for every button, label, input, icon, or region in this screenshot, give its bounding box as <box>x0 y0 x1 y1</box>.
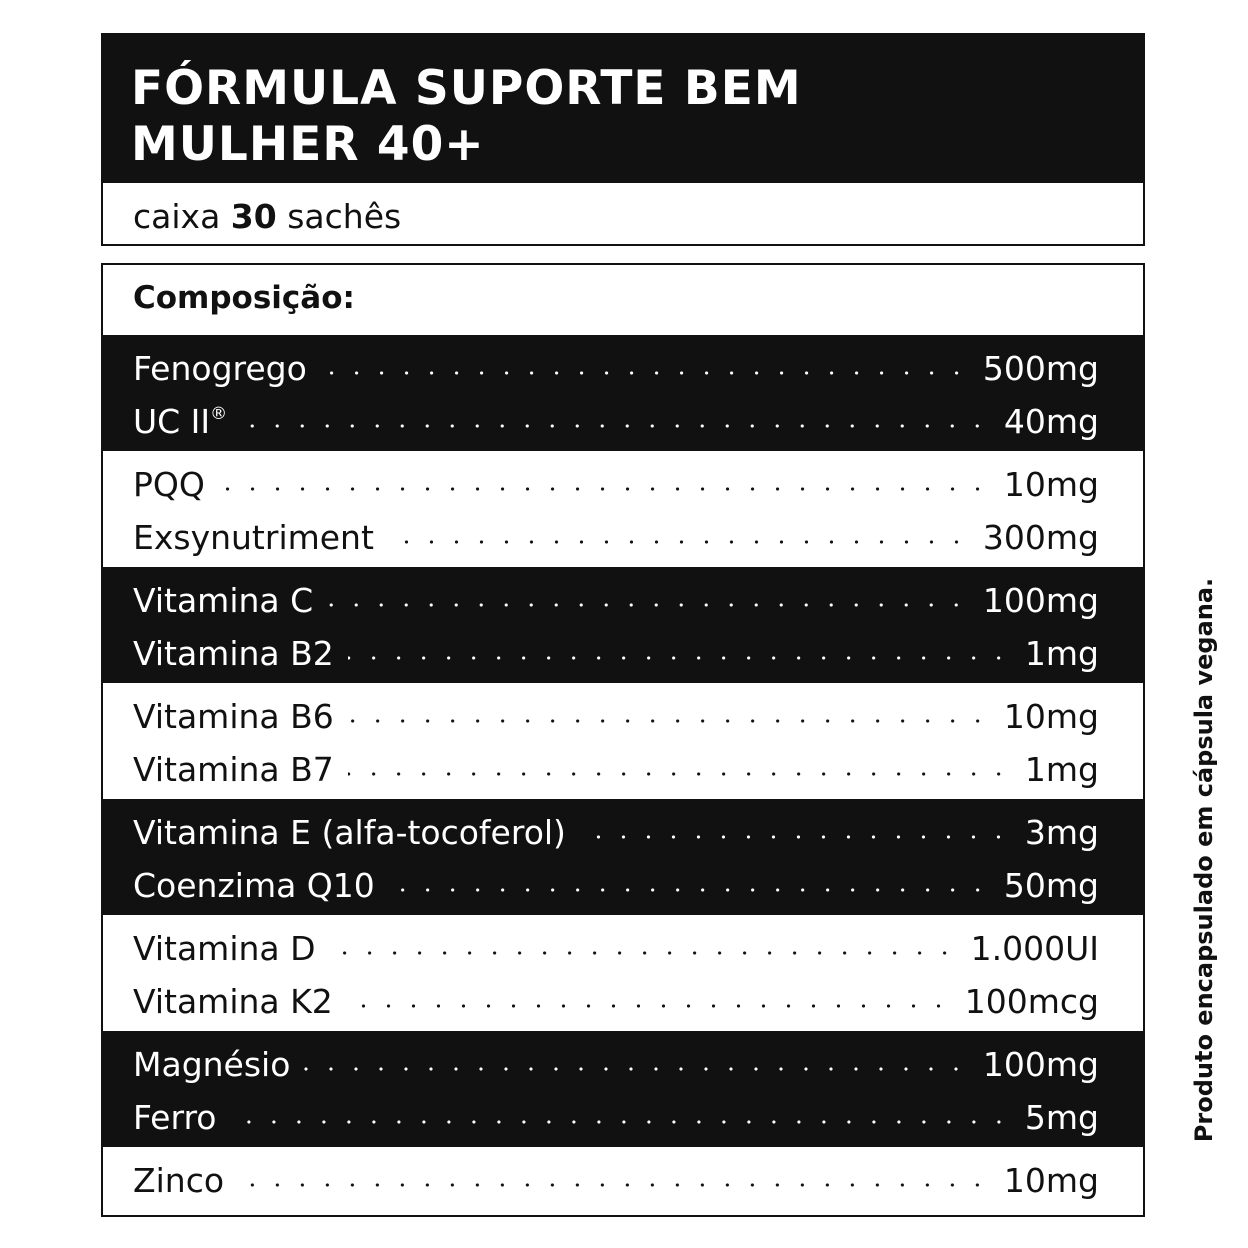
composition-group <box>103 1147 1143 1215</box>
ingredient-row <box>133 696 1099 736</box>
vegan-capsule-note: Produto encapsulado em cápsula vegana. <box>1190 577 1218 1143</box>
dot-leader <box>231 1120 1011 1124</box>
dot-leader <box>330 951 957 955</box>
ingredient-amount: 1.000UI <box>970 928 1099 968</box>
ingredient-amount: 500mg <box>982 348 1099 388</box>
ingredient-name: Magnésio <box>133 1044 291 1084</box>
ingredient-name: Vitamina B7 <box>133 749 334 789</box>
composition-table <box>101 263 1145 1217</box>
ingredient-name: PQQ <box>133 464 205 504</box>
ingredient-amount: 100mg <box>982 580 1099 620</box>
composition-group <box>103 683 1143 799</box>
product-title-line-1: FÓRMULA SUPORTE BEM <box>131 61 802 116</box>
ingredient-row <box>133 865 1099 905</box>
ingredient-amount: 1mg <box>1024 749 1099 789</box>
composition-group <box>103 915 1143 1031</box>
ingredient-row <box>133 749 1099 789</box>
composition-group <box>103 335 1143 451</box>
dot-leader <box>348 772 1011 776</box>
ingredient-row <box>133 928 1099 968</box>
ingredient-name <box>133 402 227 441</box>
dot-leader <box>348 719 990 723</box>
composition-group <box>103 799 1143 915</box>
ingredient-row <box>133 1044 1099 1084</box>
ingredient-name: Fenogrego <box>133 348 307 388</box>
ingredient-name: Coenzima Q10 <box>133 865 375 905</box>
dot-leader <box>241 424 990 428</box>
ingredient-name: Ferro <box>133 1097 217 1137</box>
ingredient-row <box>133 348 1099 388</box>
ingredient-amount: 100mcg <box>964 981 1099 1021</box>
title-band <box>103 35 1143 183</box>
ingredient-amount: 3mg <box>1024 812 1099 852</box>
composition-group <box>103 1031 1143 1147</box>
subtitle-suffix: sachês <box>287 197 402 236</box>
dot-leader <box>389 888 990 892</box>
dot-leader <box>304 1067 968 1071</box>
ingredient-name: Exsynutriment <box>133 517 374 557</box>
dot-leader <box>327 603 969 607</box>
ingredient-amount: 10mg <box>1003 464 1099 504</box>
subtitle-count: 30 <box>230 197 277 236</box>
ingredient-amount: 40mg <box>1003 401 1099 441</box>
dot-leader <box>321 371 969 375</box>
ingredient-amount: 5mg <box>1024 1097 1099 1137</box>
ingredient-amount: 300mg <box>982 517 1099 557</box>
ingredient-row <box>133 812 1099 852</box>
dot-leader <box>219 487 990 491</box>
product-title-box <box>101 33 1145 246</box>
ingredient-row <box>133 517 1099 557</box>
ingredient-row <box>133 981 1099 1021</box>
ingredient-amount: 100mg <box>982 1044 1099 1084</box>
ingredient-name: Vitamina B6 <box>133 696 334 736</box>
ingredient-name: Vitamina E (alfa-tocoferol) <box>133 812 566 852</box>
ingredient-row <box>133 1097 1099 1137</box>
ingredient-amount: 50mg <box>1003 865 1099 905</box>
ingredient-amount: 10mg <box>1003 696 1099 736</box>
ingredient-name: Vitamina B2 <box>133 633 334 673</box>
dot-leader <box>388 540 969 544</box>
package-subtitle <box>133 197 402 236</box>
registered-mark: ® <box>210 403 228 424</box>
composition-group <box>103 451 1143 567</box>
ingredient-row <box>133 580 1099 620</box>
ingredient-row <box>133 401 1099 441</box>
ingredient-row <box>133 464 1099 504</box>
ingredient-amount: 1mg <box>1024 633 1099 673</box>
composition-heading: Composição: <box>133 280 355 316</box>
ingredient-name-text: UC II <box>133 401 211 441</box>
ingredient-row <box>133 1160 1099 1200</box>
ingredient-name: Vitamina C <box>133 580 314 620</box>
ingredient-name: Zinco <box>133 1160 225 1200</box>
dot-leader <box>238 1183 990 1187</box>
composition-group <box>103 567 1143 683</box>
ingredient-amount: 10mg <box>1003 1160 1099 1200</box>
dot-leader <box>347 1004 951 1008</box>
product-title-line-2: MULHER 40+ <box>131 117 485 172</box>
ingredient-name: Vitamina K2 <box>133 981 333 1021</box>
ingredient-row <box>133 633 1099 673</box>
dot-leader <box>580 835 1011 839</box>
dot-leader <box>348 656 1011 660</box>
ingredient-name: Vitamina D <box>133 928 316 968</box>
subtitle-prefix: caixa <box>133 197 221 236</box>
